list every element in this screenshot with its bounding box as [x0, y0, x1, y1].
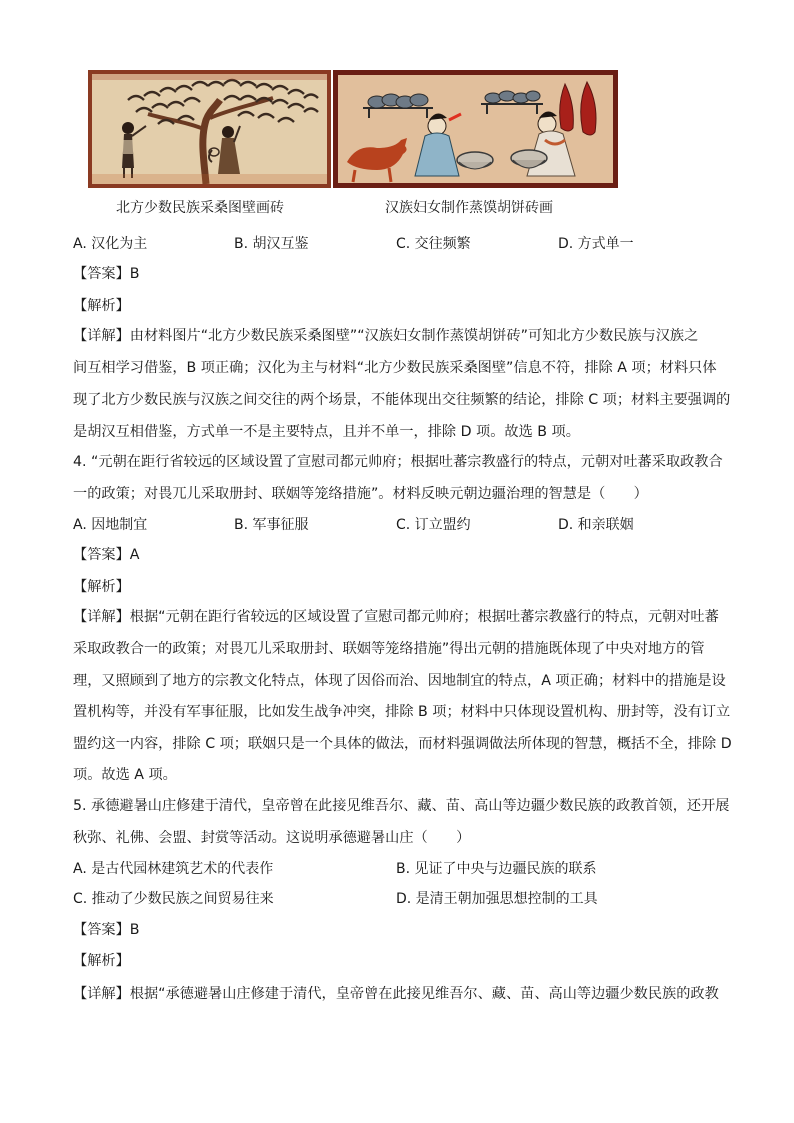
q4-answer: 【答案】A — [73, 547, 140, 563]
q4-detail-line: 【详解】根据“元朝在距行省较远的区域设置了宣慰司都元帅府；根据吐蕃宗教盛行的特点，元朝对吐蕃 — [73, 609, 719, 625]
q5-stem-line: 5. 承德避暑山庄修建于清代，皇帝曾在此接见维吾尔、藏、苗、高山等边疆少数民族的政教首领，还开展 — [73, 798, 730, 814]
q5-detail-line: 【详解】根据“承德避暑山庄修建于清代，皇帝曾在此接见维吾尔、藏、苗、高山等边疆少数民族的政教 — [73, 986, 719, 1002]
q4-detail-line: 置机构等，并没有军事征服，比如发生战争冲突，排除 B 项；材料中只体现设置机构、册封等，没有订立 — [73, 704, 731, 720]
q3-option-a: A. 汉化为主 — [73, 236, 148, 252]
right-figure-caption: 汉族妇女制作蒸馍胡饼砖画 — [385, 200, 553, 216]
q5-analysis-label: 【解析】 — [73, 953, 130, 969]
q5-answer: 【答案】B — [73, 922, 140, 938]
q5-stem-line: 秋弥、礼佛、会盟、封赏等活动。这说明承德避暑山庄（ ） — [73, 830, 471, 846]
mulberry-picking-mural-image — [88, 70, 331, 188]
q5-option-b: B. 见证了中央与边疆民族的联系 — [396, 861, 597, 877]
q4-detail-line: 采取政教合一的政策；对畏兀儿采取册封、联姻等笼络措施”得出元朝的措施既体现了中央对地方的管 — [73, 641, 705, 657]
bread-making-brick-painting-image — [333, 70, 618, 188]
q3-detail-line: 间互相学习借鉴，B 项正确；汉化为主与材料“北方少数民族采桑图壁”信息不符，排除 A 项；材料只体 — [73, 360, 717, 376]
q5-option-d: D. 是清王朝加强思想控制的工具 — [396, 891, 598, 907]
q3-option-b: B. 胡汉互鉴 — [234, 236, 309, 252]
left-figure-caption: 北方少数民族采桑图壁画砖 — [116, 200, 284, 216]
q3-detail-line: 现了北方少数民族与汉族之间交往的两个场景，不能体现出交往频繁的结论，排除 C 项；材料主要强调的 — [73, 392, 731, 408]
q4-option-b: B. 军事征服 — [234, 517, 309, 533]
q5-option-c: C. 推动了少数民族之间贸易往来 — [73, 891, 274, 907]
q4-detail-line: 盟约这一内容，排除 C 项；联姻只是一个具体的做法，而材料强调做法所体现的智慧，概括不全，排除 D — [73, 736, 732, 752]
q3-option-d: D. 方式单一 — [558, 236, 634, 252]
q4-option-d: D. 和亲联姻 — [558, 517, 634, 533]
q3-detail-line: 【详解】由材料图片“北方少数民族采桑图壁”“汉族妇女制作蒸馍胡饼砖”可知北方少数民族与汉族之 — [73, 328, 699, 344]
q4-analysis-label: 【解析】 — [73, 579, 130, 595]
q4-option-a: A. 因地制宜 — [73, 517, 148, 533]
q4-option-c: C. 订立盟约 — [396, 517, 471, 533]
q3-analysis-label: 【解析】 — [73, 298, 130, 314]
q3-detail-line: 是胡汉互相借鉴，方式单一不是主要特点，且并不单一，排除 D 项。故选 B 项。 — [73, 424, 580, 440]
q4-stem-line: 一的政策；对畏兀儿采取册封、联姻等笼络措施”。材料反映元朝边疆治理的智慧是（ ） — [73, 486, 648, 502]
q4-detail-line: 项。故选 A 项。 — [73, 767, 177, 783]
q4-detail-line: 理，又照顾到了地方的宗教文化特点，体现了因俗而治、因地制宜的特点，A 项正确；材料中的措施是设 — [73, 673, 726, 689]
q4-stem-line: 4. “元朝在距行省较远的区域设置了宣慰司都元帅府；根据吐蕃宗教盛行的特点，元朝对吐蕃采取政教合 — [73, 454, 723, 470]
q5-option-a: A. 是古代园林建筑艺术的代表作 — [73, 861, 274, 877]
q3-answer: 【答案】B — [73, 266, 140, 282]
q3-option-c: C. 交往频繁 — [396, 236, 471, 252]
